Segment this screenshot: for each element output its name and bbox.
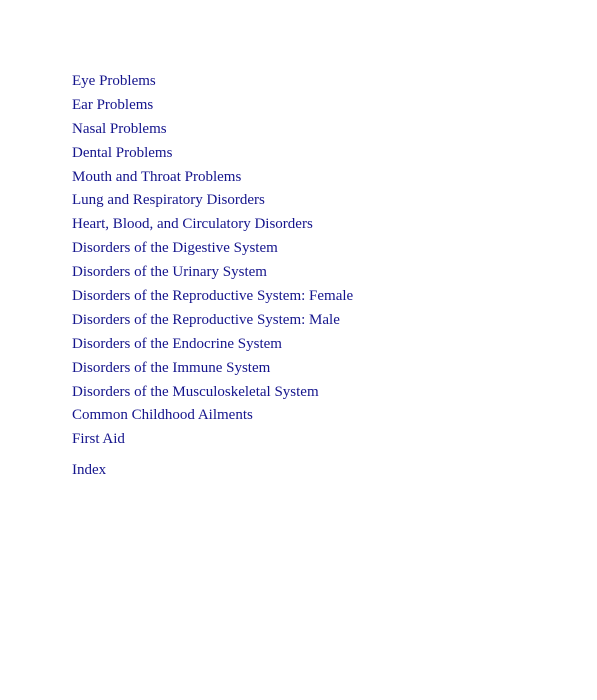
toc-item bbox=[72, 189, 353, 213]
toc-link-nasal-problems[interactable]: Nasal Problems bbox=[72, 120, 167, 137]
toc-link-lung-respiratory-disorders[interactable]: Lung and Respiratory Disorders bbox=[72, 192, 265, 209]
toc-item bbox=[72, 309, 353, 333]
table-of-contents bbox=[72, 70, 353, 452]
toc-item bbox=[72, 333, 353, 357]
toc-link-mouth-throat-problems[interactable]: Mouth and Throat Problems bbox=[72, 168, 242, 185]
toc-item bbox=[72, 285, 353, 309]
toc-link-ear-problems[interactable]: Ear Problems bbox=[72, 96, 154, 113]
toc-link-reproductive-female[interactable]: Disorders of the Reproductive System: Female bbox=[72, 288, 354, 305]
toc-item bbox=[72, 142, 353, 166]
toc-link-first-aid[interactable]: First Aid bbox=[72, 431, 125, 448]
toc-item bbox=[72, 213, 353, 237]
toc-item bbox=[72, 357, 353, 381]
toc-item bbox=[72, 428, 353, 452]
toc-link-immune-system[interactable]: Disorders of the Immune System bbox=[72, 359, 271, 376]
toc-item bbox=[72, 381, 353, 405]
toc-item bbox=[72, 237, 353, 261]
toc-link-reproductive-male[interactable]: Disorders of the Reproductive System: Male bbox=[72, 311, 340, 328]
toc-item bbox=[72, 118, 353, 142]
toc-link-childhood-ailments[interactable]: Common Childhood Ailments bbox=[72, 407, 253, 424]
toc-link-urinary-system[interactable]: Disorders of the Urinary System bbox=[72, 264, 267, 281]
toc-link-musculoskeletal-system[interactable]: Disorders of the Musculoskeletal System bbox=[72, 383, 319, 400]
toc-link-digestive-system[interactable]: Disorders of the Digestive System bbox=[72, 240, 278, 257]
toc-item bbox=[72, 166, 353, 190]
toc-item bbox=[72, 404, 353, 428]
toc-item bbox=[72, 94, 353, 118]
toc-link-dental-problems[interactable]: Dental Problems bbox=[72, 144, 173, 161]
toc-link-index[interactable]: Index bbox=[72, 462, 107, 478]
toc-link-endocrine-system[interactable]: Disorders of the Endocrine System bbox=[72, 335, 282, 352]
toc-item bbox=[72, 261, 353, 285]
toc-link-eye-problems[interactable]: Eye Problems bbox=[72, 73, 156, 89]
toc-link-heart-blood-circulatory[interactable]: Heart, Blood, and Circulatory Disorders bbox=[72, 216, 313, 233]
toc-item bbox=[72, 70, 353, 94]
